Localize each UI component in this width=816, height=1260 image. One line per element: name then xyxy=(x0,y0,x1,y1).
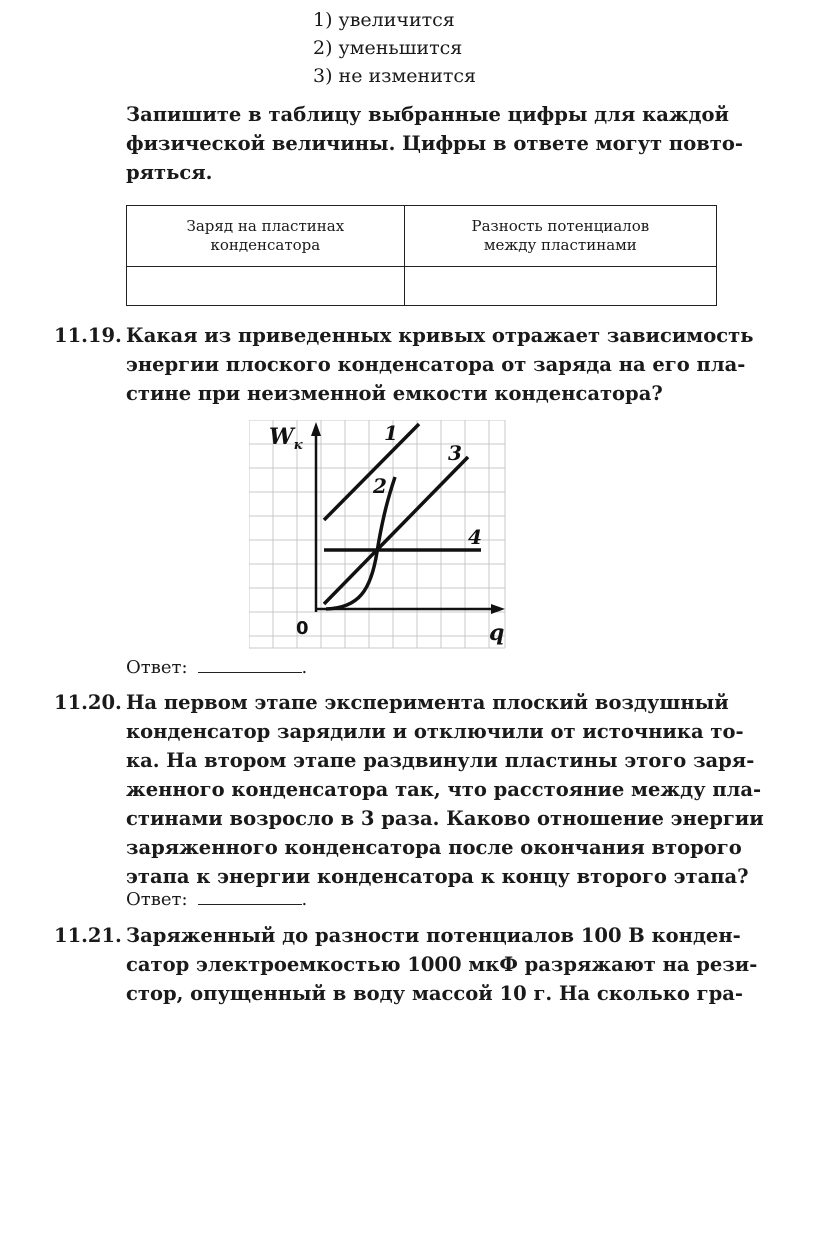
option-3: 3) не изменится xyxy=(313,65,477,87)
option-1: 1) увеличится xyxy=(313,9,455,31)
problem-line: стине при неизменной емкости конденсатора? xyxy=(126,382,663,405)
problem-line: заряженного конденсатора после окончания второго xyxy=(126,836,742,859)
curve-1 xyxy=(324,424,419,520)
problem-line: конденсатор зарядили и отключили от источника то- xyxy=(126,720,744,743)
problem-line: женного конденсатора так, что расстояние между пла- xyxy=(126,778,762,801)
answer-blank[interactable] xyxy=(198,888,302,905)
curve-label-1: 1 xyxy=(384,421,398,445)
instruction-line: Запишите в таблицу выбранные цифры для каждой xyxy=(126,103,729,126)
energy-charge-graph xyxy=(249,420,507,650)
graph-grid xyxy=(249,420,505,648)
answer-label: Ответ: xyxy=(126,657,188,678)
answer-cell-charge[interactable] xyxy=(127,267,405,306)
problem-line: ка. На втором этапе раздвинули пластины этого заря- xyxy=(126,749,755,772)
problem-line: энергии плоского конденсатора от заряда на его пла- xyxy=(126,353,746,376)
answer-line xyxy=(126,656,307,680)
y-axis-arrow xyxy=(311,422,321,436)
problem-line: сатор электроемкостью 1000 мкФ разряжают на рези- xyxy=(126,953,758,976)
answer-blank[interactable] xyxy=(198,656,302,673)
problem-line: стинами возросло в 3 раза. Каково отношение энергии xyxy=(126,807,764,830)
origin-label: 0 xyxy=(296,618,309,639)
problem-line: Заряженный до разности потенциалов 100 В конден- xyxy=(126,924,741,947)
problem-line: стор, опущенный в воду массой 10 г. На сколько гра- xyxy=(126,982,743,1005)
problem-line: этапа к энергии конденсатора к концу второго этапа? xyxy=(126,865,749,888)
problem-line: На первом этапе эксперимента плоский воздушный xyxy=(126,691,729,714)
answer-suffix: . xyxy=(301,889,308,910)
instruction-text xyxy=(126,100,743,187)
y-axis-subscript: к xyxy=(293,438,303,453)
answer-options xyxy=(313,6,476,90)
curve-label-4: 4 xyxy=(468,525,482,549)
problem-number: 11.21. xyxy=(54,924,122,947)
instruction-line: физической величины. Цифры в ответе могут повто- xyxy=(126,132,743,155)
table-header-potential: Разность потенциалов между пластинами xyxy=(404,206,716,267)
problem-line: Какая из приведенных кривых отражает зависимость xyxy=(126,324,754,347)
instruction-line: ряться. xyxy=(126,161,213,184)
answer-line xyxy=(126,888,307,912)
problem-number: 11.19. xyxy=(54,324,122,347)
problem-text xyxy=(126,921,758,1008)
curve-label-2: 2 xyxy=(373,474,387,498)
table-header-charge: Заряд на пластинах конденсатора xyxy=(127,206,405,267)
answer-label: Ответ: xyxy=(126,889,188,910)
answer-suffix: . xyxy=(301,657,308,678)
curve-label-3: 3 xyxy=(448,441,462,465)
problem-text xyxy=(126,321,754,408)
problem-number: 11.20. xyxy=(54,691,122,714)
option-2: 2) уменьшится xyxy=(313,37,463,59)
answer-cell-potential[interactable] xyxy=(404,267,716,306)
y-axis-label: $W_к$ xyxy=(269,424,303,453)
problem-text xyxy=(126,688,764,891)
answer-table xyxy=(126,205,717,306)
x-axis-label: q xyxy=(489,620,505,646)
